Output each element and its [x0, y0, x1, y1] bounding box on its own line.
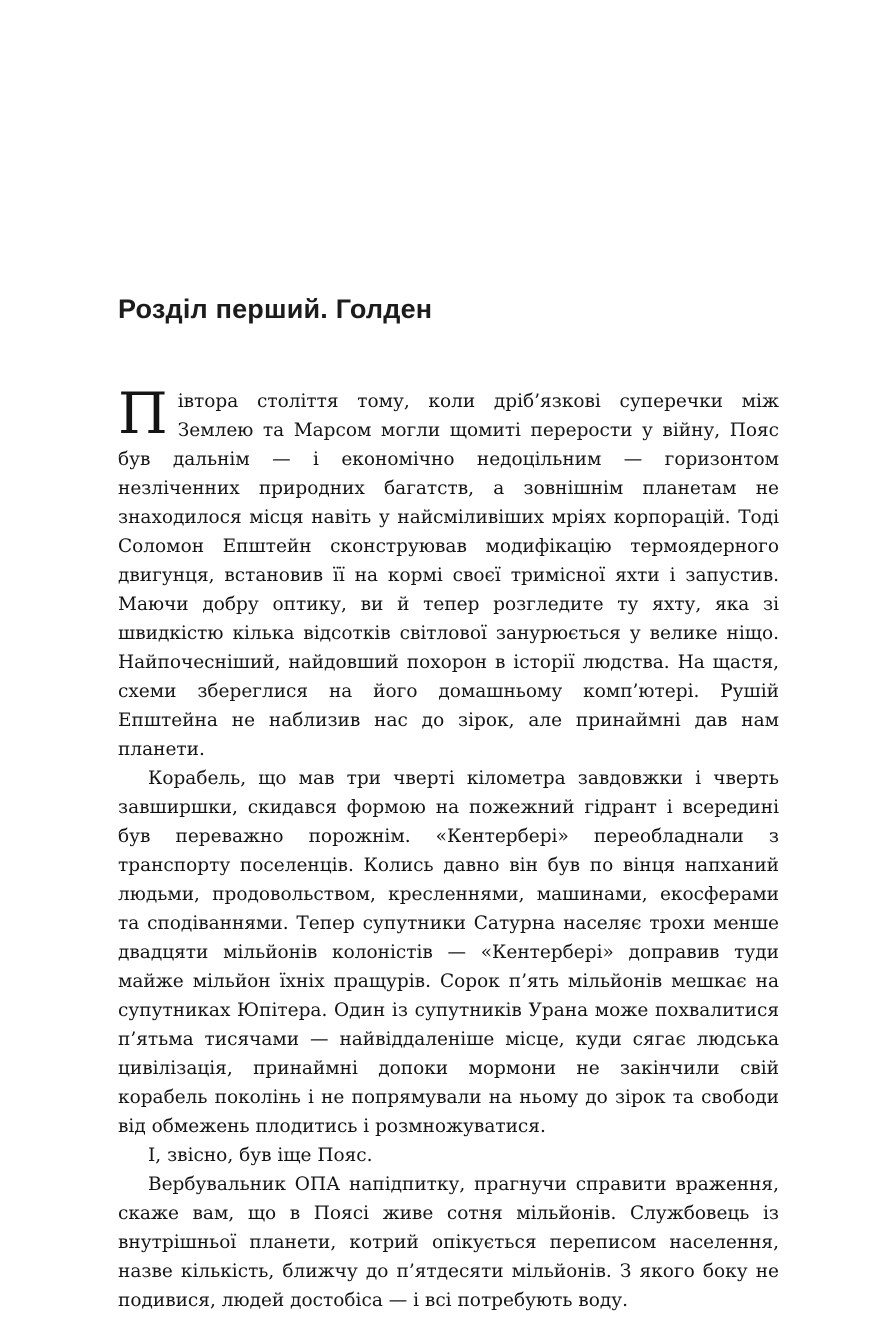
chapter-body: [118, 381, 779, 1315]
paragraph: І, звісно, був іще Пояс.: [148, 1145, 373, 1167]
paragraph: Вербувальник ОПА напідпитку, прагнучи справити враження, скаже вам, що в Поясі живе сотня мільйонів. Службовець із внутрішньої планети, котрий опікується переписом населення, назве кількість, ближчу до п’ятдесяти мільйонів. З якого боку не подивися, людей достобіса — і всі потребують воду.: [118, 1174, 779, 1312]
paragraph-first: [118, 381, 779, 764]
paragraph-text: івтора століття тому, коли дріб’язкові суперечки між Землею та Марсом могли щомиті перерости у війну, Пояс був дальнім — і економічно недоцільним — горизонтом незліченних природних багатств, а зовнішнім планетам не знаходилося місця навіть у найсміливіших мріях корпорацій. Тоді Соломон Епштейн сконструював модифікацію термоядерного двигунця, встановив її на кормі своєї тримісної яхти і запустив. Маючи добру оптику, ви й тепер розгледите ту яхту, яка зі швидкістю кілька відсотків світлової занурюється у велике ніщо. Найпочесніший, найдовший похорон в історії людства. На щастя, схеми збереглися на його домашньому комп’ютері. Рушій Епштейна не наблизив нас до зірок, але принаймні дав нам планети.: [118, 391, 779, 761]
chapter-heading: Розділ перший. Голден: [118, 294, 433, 324]
paragraph: Корабель, що мав три чверті кілометра завдовжки і чверть завширшки, скидався формою на пожежний гідрант і всередині був переважно порожнім. «Кентербері» переобладнали з транспорту поселенців. Колись давно він був по вінця напханий людьми, продовольством, кресленнями, машинами, екосферами та сподіваннями. Тепер супутники Сатурна населяє трохи менше двадцяти мільйонів колоністів — «Кентербері» доправив туди майже мільйон їхніх пращурів. Сорок п’ять мільйонів мешкає на супутниках Юпітера. Один із супутників Урана може похвалитися п’ятьма тисячами — найвіддаленіше місце, куди сягає людська цивілізація, принаймні допоки мормони не закінчили свій корабель поколінь і не попрямували на ньому до зірок та свободи від обмежень плодитись і розмножуватися.: [118, 768, 779, 1138]
dropcap-letter: П: [118, 381, 168, 448]
